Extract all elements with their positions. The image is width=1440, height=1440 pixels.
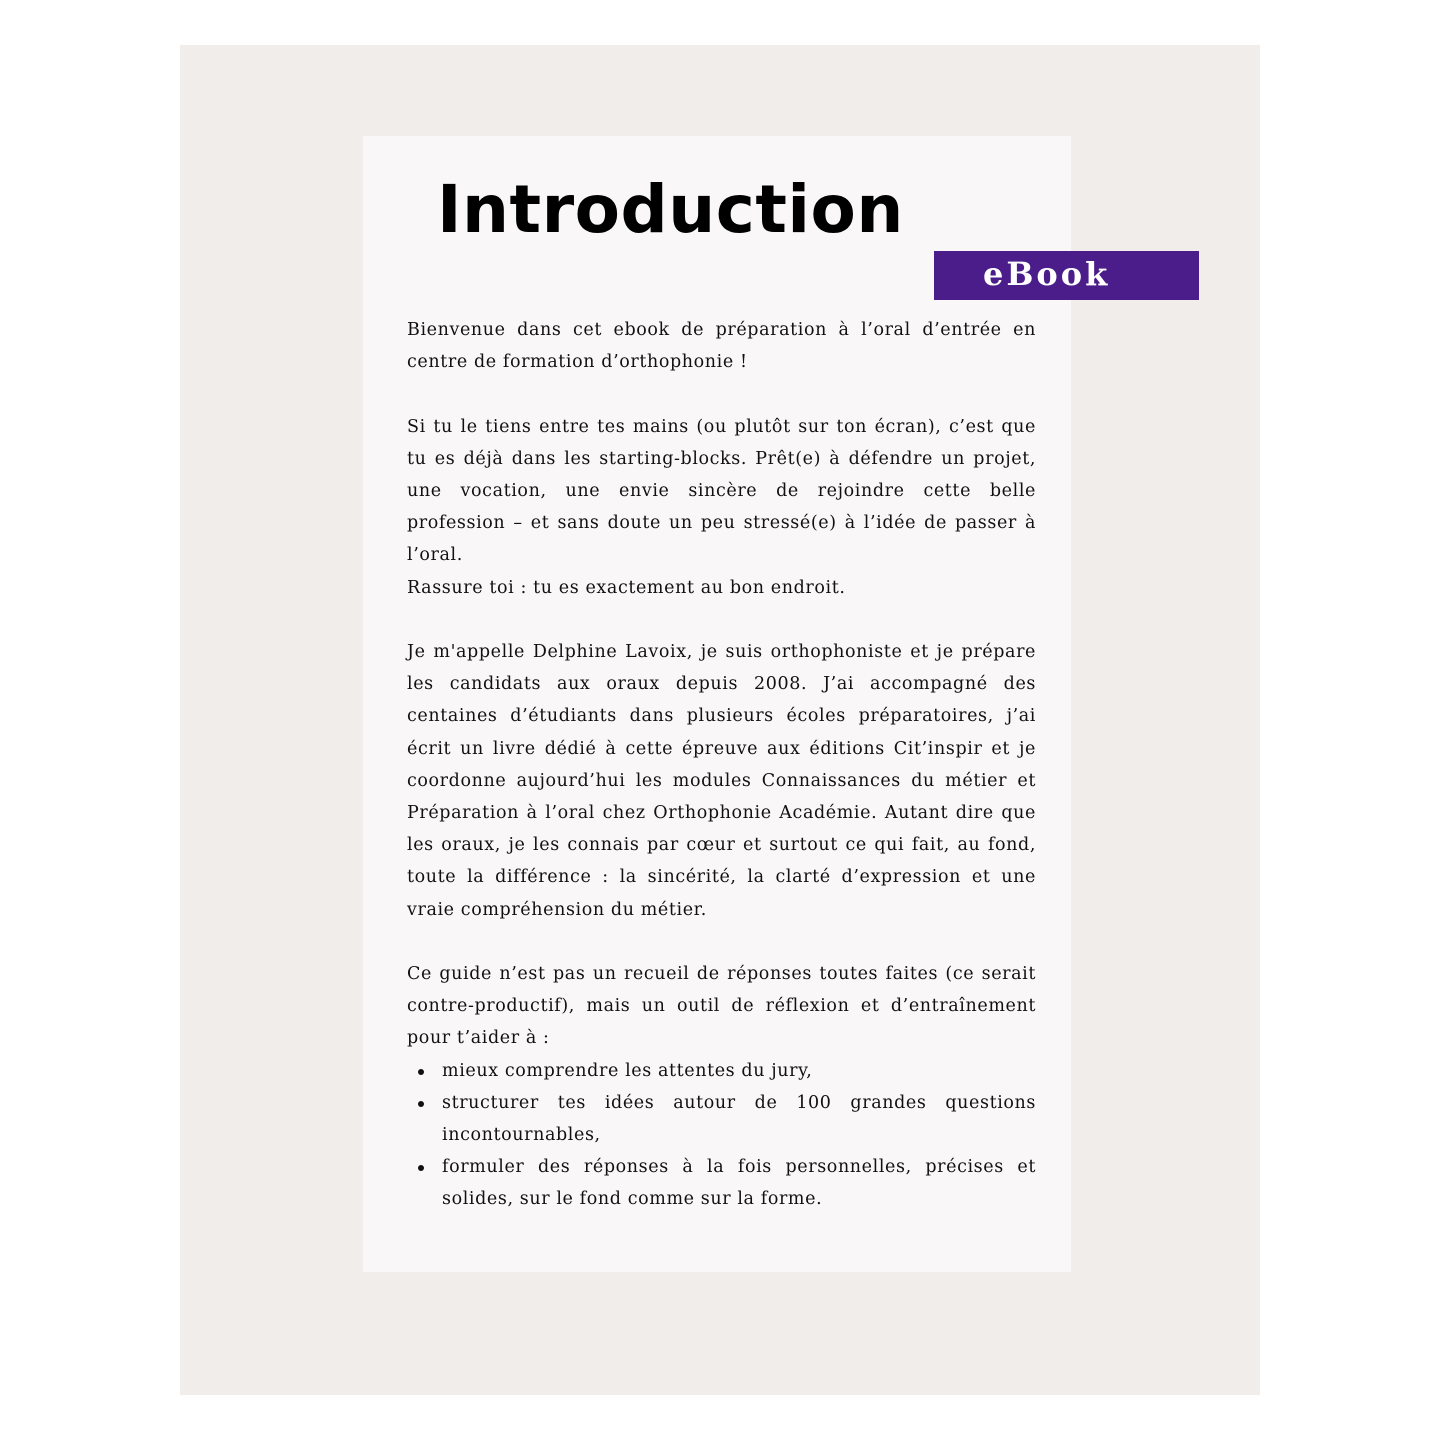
list-item-text: structurer tes idées autour de 100 grandes questions incontournables, <box>442 1092 1036 1146</box>
list-item <box>407 1151 1036 1215</box>
paragraph-starting-blocks: Si tu le tiens entre tes mains (ou plutôt sur ton écran), c’est que tu es déjà dans les starting-blocks. Prêt(e) à défendre un projet, une vocation, une envie sincère de rejoindre cette belle profession – et sans doute un peu stressé(e) à l’idée de passer à l’oral. <box>407 416 1036 566</box>
list-item-text: formuler des réponses à la fois personnelles, précises et solides, sur le fond comme sur la forme. <box>442 1157 1036 1210</box>
paragraph-author: Je m'appelle Delphine Lavoix, je suis orthophoniste et je prépare les candidats aux oraux depuis 2008. J’ai accompagné des centaines d’étudiants dans plusieurs écoles préparatoires, j’ai écrit un livre dédié à cette épreuve aux éditions Cit’inspir et je coordonne aujourd’hui les modules Connaissances du métier et Préparation à l’oral chez Orthophonie Académie. Autant dire que les oraux, je les connais par cœur et surtout ce qui fait, au fond, toute la différence : la sincérité, la clarté d’expression et une vraie compréhension du métier. <box>407 642 1036 920</box>
paragraph-reassure: Rassure toi : tu es exactement au bon endroit. <box>407 577 846 598</box>
intro-body <box>407 314 1036 1216</box>
bullet-icon <box>418 1069 424 1075</box>
ebook-badge-label: eBook <box>983 255 1111 293</box>
paragraph-guide: Ce guide n’est pas un recueil de réponses toutes faites (ce serait contre-productif), mais un outil de réflexion et d’entraînement pour t’aider à : <box>407 964 1036 1049</box>
list-item-text: mieux comprendre les attentes du jury, <box>442 1060 813 1081</box>
list-item <box>407 1087 1036 1151</box>
paragraph-welcome: Bienvenue dans cet ebook de préparation à l’oral d’entrée en centre de formation d’orthophonie ! <box>407 320 1036 373</box>
bullet-icon <box>418 1165 424 1171</box>
list-item <box>407 1055 1036 1087</box>
bullet-icon <box>418 1101 424 1107</box>
goals-list <box>407 1055 1036 1216</box>
page-title: Introduction <box>437 171 904 248</box>
ebook-badge <box>934 251 1199 300</box>
